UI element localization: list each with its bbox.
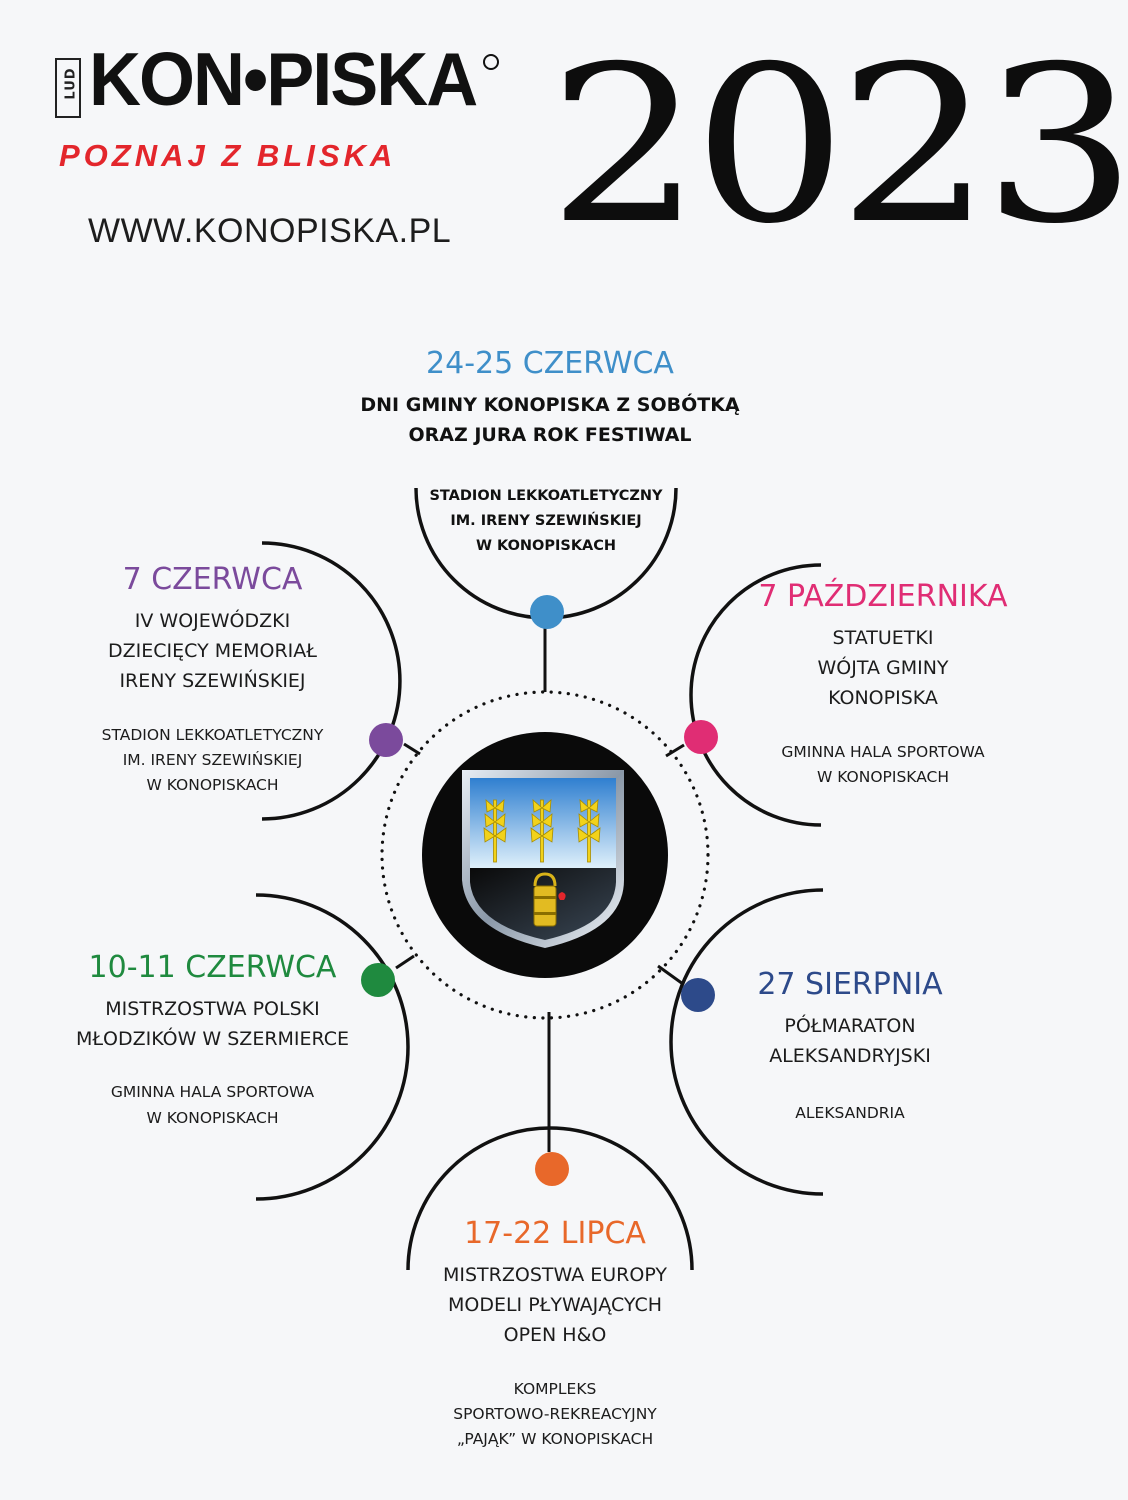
logo-tagline: POZNAJ Z BLISKA <box>59 138 397 173</box>
event-top <box>310 347 790 450</box>
event-title: MISTRZOSTWA POLSKI MŁODZIKÓW W SZERMIERCE <box>75 997 350 1050</box>
event-title: PÓŁMARATON ALEKSANDRYJSKI <box>769 1014 931 1067</box>
event-place: STADION LEKKOATLETYCZNY IM. IRENY SZEWIŃSKIEJ W KONOPISKACH <box>101 725 324 795</box>
event-title: MISTRZOSTWA EUROPY MODELI PŁYWAJĄCYCH OPEN H&O <box>442 1263 667 1347</box>
event-upper-right <box>728 580 1038 790</box>
logo-name: KON•PISKA <box>89 38 477 122</box>
event-place: STADION LEKKOATLETYCZNY IM. IRENY SZEWIŃSKIEJ W KONOPISKACH <box>429 488 663 555</box>
event-title: STATUETKI WÓJTA GMINY KONOPISKA <box>817 626 949 710</box>
event-dot-upper-right <box>684 720 718 754</box>
event-top-place <box>396 484 696 560</box>
event-bottom <box>390 1217 720 1452</box>
event-place: GMINNA HALA SPORTOWA W KONOPISKACH <box>781 742 985 786</box>
event-dot-top <box>530 595 564 629</box>
connector-upper-left <box>404 744 420 754</box>
konopiska-logo <box>55 40 515 230</box>
event-lower-left <box>50 951 375 1131</box>
event-dot-upper-left <box>369 723 403 757</box>
logo-lud-text: LUD <box>63 67 79 100</box>
event-dot-lower-right <box>681 978 715 1012</box>
event-date: 27 SIERPNIA <box>757 967 943 1002</box>
connector-lower-left <box>396 956 414 968</box>
logo-registered-mark <box>483 54 499 70</box>
event-place: GMINNA HALA SPORTOWA W KONOPISKACH <box>110 1083 315 1127</box>
event-upper-left <box>70 563 355 798</box>
logo-lud-box <box>55 58 81 118</box>
event-place: KOMPLEKS SPORTOWO-REKREACYJNY „PAJĄK” W KONOPISKACH <box>453 1379 657 1449</box>
event-date: 24-25 CZERWCA <box>426 346 674 381</box>
year-title: 2023 <box>548 20 1128 271</box>
website-link[interactable]: WWW.KONOPISKA.PL <box>88 212 452 250</box>
connector-upper-right <box>666 745 684 756</box>
event-date: 17-22 LIPCA <box>464 1216 646 1251</box>
event-dot-bottom <box>535 1152 569 1186</box>
coat-of-arms-emblem <box>422 732 668 978</box>
connector-lower-right <box>658 966 683 984</box>
event-place: ALEKSANDRIA <box>795 1104 905 1123</box>
event-title: DNI GMINY KONOPISKA Z SOBÓTKĄ ORAZ JURA ROK FESTIWAL <box>360 393 740 446</box>
event-date: 7 CZERWCA <box>122 562 303 597</box>
event-date: 10-11 CZERWCA <box>88 950 337 985</box>
event-date: 7 PAŹDZIERNIKA <box>758 579 1008 614</box>
event-lower-right <box>720 968 980 1127</box>
event-title: IV WOJEWÓDZKI DZIECIĘCY MEMORIAŁ IRENY SZEWIŃSKIEJ <box>108 609 317 693</box>
